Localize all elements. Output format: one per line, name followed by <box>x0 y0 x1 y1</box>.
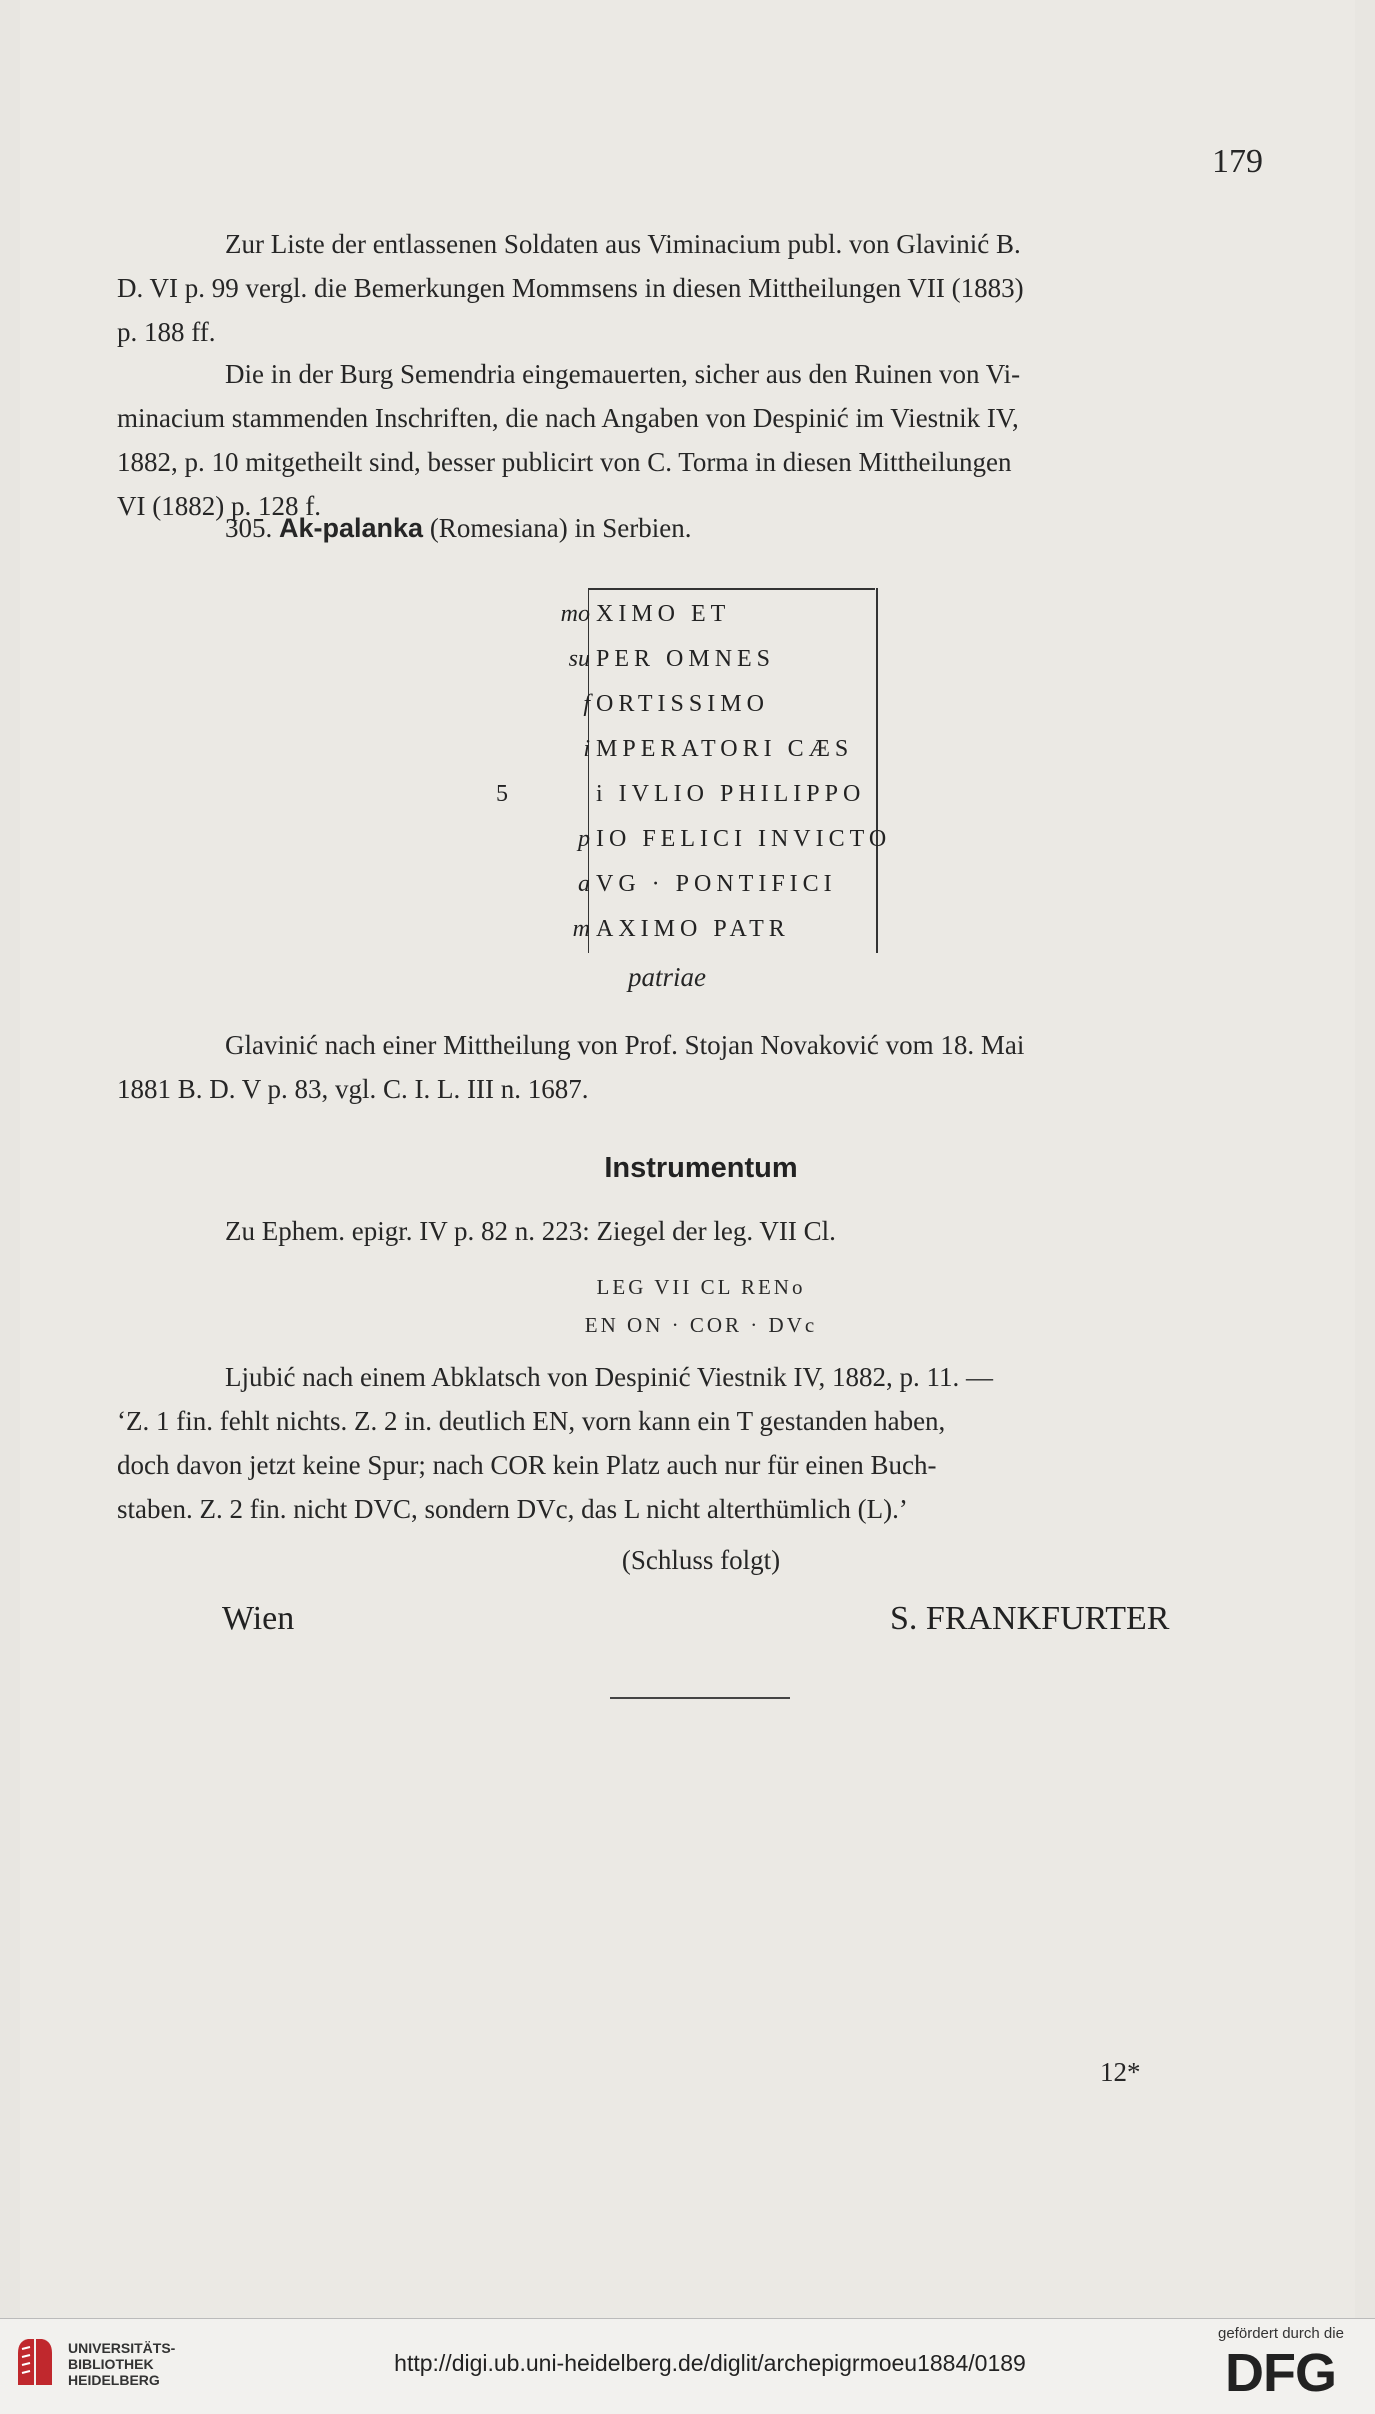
restored-letters: mo <box>560 601 590 627</box>
tile-line: LEG VII CL RENo <box>596 1275 806 1299</box>
entry-number: 305. <box>225 513 273 543</box>
restored-letters: m <box>572 916 590 942</box>
university-library-logo-icon <box>14 2335 56 2390</box>
dfg-logo: DFG <box>1225 2343 1336 2403</box>
restored-letters: a <box>578 871 590 897</box>
paragraph-line: Zu Ephem. epigr. IV p. 82 n. 223: Ziegel der leg. VII Cl. <box>225 1216 836 1246</box>
paragraph-line: VI (1882) p. 128 f. <box>117 491 321 521</box>
inscription-text: IO FELICI INVICTO <box>596 826 892 852</box>
library-name-line: BIBLIOTHEK <box>68 2356 154 2372</box>
page-number: 179 <box>1212 143 1263 180</box>
continued-note: (Schluss folgt) <box>621 1545 781 1575</box>
paragraph-line: ‘Z. 1 fin. fehlt nichts. Z. 2 in. deutlich EN, vorn kann ein T gestanden haben, <box>117 1406 946 1436</box>
inscription-text: MPERATORI CÆS <box>596 736 854 762</box>
restored-letters: i <box>583 736 590 762</box>
inscription-below: patriae <box>628 962 706 992</box>
restored-letters: p <box>578 826 590 852</box>
entry-rest: (Romesiana) in Serbien. <box>429 513 692 543</box>
inscription-text: i IVLIO PHILIPPO <box>596 781 866 807</box>
paragraph-line: staben. Z. 2 fin. nicht DVC, sondern DVc, das L nicht alterthümlich (L).’ <box>117 1494 908 1524</box>
permalink-url[interactable]: http://digi.ub.uni-heidelberg.de/diglit/archepigrmoeu1884/0189 <box>394 2350 1026 2376</box>
library-name <box>68 2340 175 2388</box>
end-rule <box>610 1697 790 1699</box>
inscription-text: XIMO ET <box>596 601 731 627</box>
entry-heading <box>225 506 692 550</box>
line-number: 5 <box>496 781 508 807</box>
paragraph-line: doch davon jetzt keine Spur; nach COR kein Platz auch nur für einen Buch- <box>117 1450 937 1480</box>
entry-name: Ak-palanka <box>279 513 424 543</box>
restored-letters: f <box>583 691 590 717</box>
inscription-text: VG · PONTIFICI <box>596 871 837 897</box>
tile-line: EN ON · COR · DVc <box>584 1313 818 1337</box>
inscription-text: ORTISSIMO <box>596 691 769 717</box>
paragraph-line: D. VI p. 99 vergl. die Bemerkungen Mommsens in diesen Mittheilungen VII (1883) <box>117 273 1024 303</box>
library-name-line: HEIDELBERG <box>68 2372 160 2388</box>
sheet-signature: 12* <box>1100 2057 1141 2087</box>
signature-author: S. FRANKFURTER <box>890 1600 1170 1637</box>
signature-place: Wien <box>222 1600 295 1637</box>
paragraph-line: Die in der Burg Semendria eingemauerten, sicher aus den Ruinen von Vi- <box>225 359 1021 389</box>
restored-letters: su <box>568 646 590 672</box>
section-heading: Instrumentum <box>604 1152 798 1184</box>
sponsor-label: gefördert durch die <box>1218 2325 1344 2342</box>
paragraph-line: minacium stammenden Inschriften, die nach Angaben von Despinić im Viestnik IV, <box>117 403 1019 433</box>
inscription-text: AXIMO PATR <box>596 916 790 942</box>
library-name-line: UNIVERSITÄTS- <box>68 2340 176 2356</box>
paragraph-line: Ljubić nach einem Abklatsch von Despinić Viestnik IV, 1882, p. 11. — <box>225 1362 994 1392</box>
inscription-line <box>512 903 892 956</box>
paragraph-line: Zur Liste der entlassenen Soldaten aus Viminacium publ. von Glavinić B. <box>225 229 1021 259</box>
paragraph-line: p. 188 ff. <box>117 317 216 347</box>
paragraph-line: 1882, p. 10 mitgetheilt sind, besser publicirt von C. Torma in diesen Mittheilungen <box>117 447 1012 477</box>
inscription-text: PER OMNES <box>596 646 776 672</box>
paragraph-line: Glavinić nach einer Mittheilung von Prof. Stojan Novaković vom 18. Mai <box>225 1030 1025 1060</box>
paragraph-line: 1881 B. D. V p. 83, vgl. C. I. L. III n. 1687. <box>117 1074 589 1104</box>
